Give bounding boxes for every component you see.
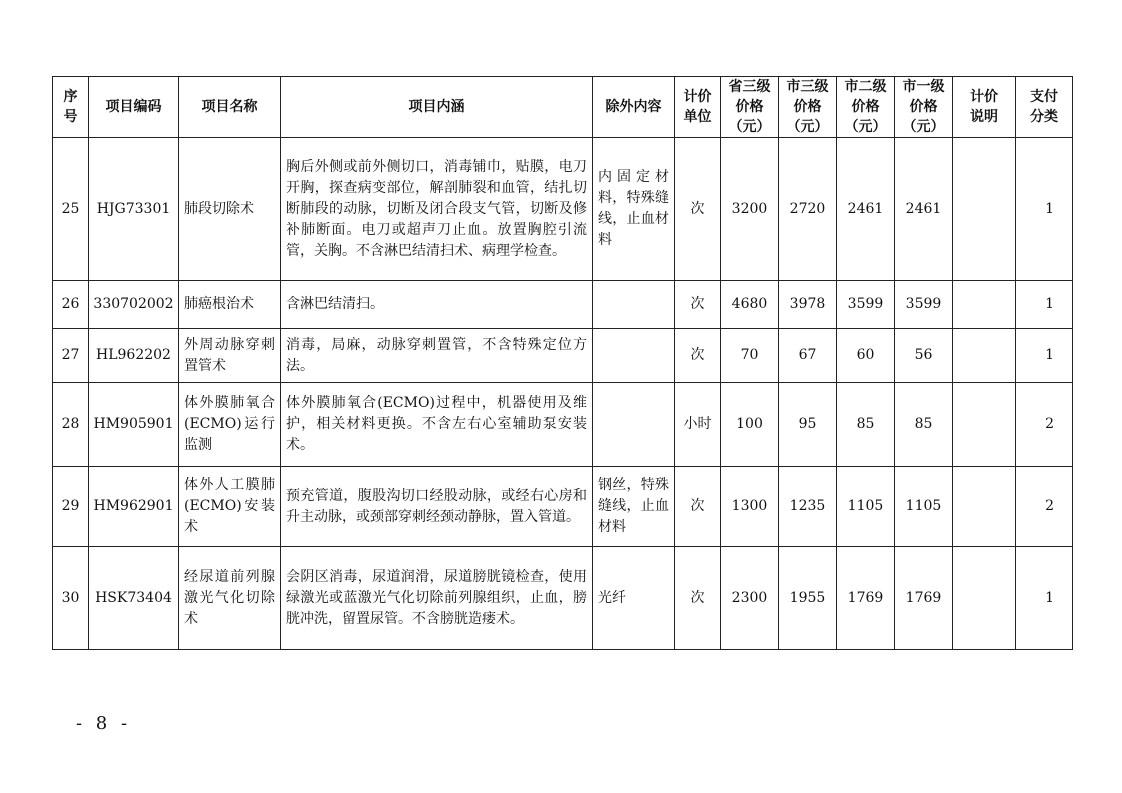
cell-name: 肺段切除术 xyxy=(179,138,281,281)
column-header-line: 号 xyxy=(63,109,78,125)
cell-prov: 1300 xyxy=(721,467,779,547)
cell-prov: 4680 xyxy=(721,281,779,329)
column-header-line: 说明 xyxy=(970,109,998,125)
cell-city3: 2720 xyxy=(779,138,837,281)
cell-pay: 1 xyxy=(1016,329,1073,383)
table-header-row xyxy=(53,77,1073,138)
cell-city2: 60 xyxy=(837,329,895,383)
column-header-line: （元） xyxy=(844,119,887,135)
column-header-line: 项目名称 xyxy=(201,99,258,115)
cell-code: 330702002 xyxy=(89,281,179,329)
cell-city3: 67 xyxy=(779,329,837,383)
cell-city1: 2461 xyxy=(895,138,953,281)
table-row xyxy=(53,383,1073,467)
table-row xyxy=(53,138,1073,281)
cell-seq: 27 xyxy=(53,329,89,383)
cell-city2: 2461 xyxy=(837,138,895,281)
column-header-line: 价格 xyxy=(735,99,764,115)
cell-pay: 2 xyxy=(1016,383,1073,467)
column-header-line: （元） xyxy=(902,119,945,135)
cell-code: HJG73301 xyxy=(89,138,179,281)
cell-note xyxy=(953,281,1016,329)
cell-city3: 3978 xyxy=(779,281,837,329)
cell-pay: 2 xyxy=(1016,467,1073,547)
cell-city1: 85 xyxy=(895,383,953,467)
cell-name: 体外人工膜肺(ECMO)安装术 xyxy=(179,467,281,547)
cell-city2: 3599 xyxy=(837,281,895,329)
column-header-line: 项目内涵 xyxy=(408,99,465,115)
table-row xyxy=(53,547,1073,650)
column-header-line: 计价 xyxy=(683,89,712,105)
cell-content: 胸后外侧或前外侧切口，消毒铺巾，贴膜，电刀开胸，探查病变部位，解剖肺裂和血管，结扎切断肺段的动脉，切断及闭合段支气管，切断及修补肺断面。电刀或超声刀止血。放置胸腔引流管，关胸。不含淋巴结清扫术、病理学检查。 xyxy=(281,138,593,281)
cell-content: 预充管道，腹股沟切口经股动脉，或经右心房和升主动脉，或颈部穿刺经颈动静脉，置入管道。 xyxy=(281,467,593,547)
column-header-line: 支付 xyxy=(1030,89,1058,105)
column-header-line: 除外内容 xyxy=(605,99,662,115)
cell-exclusion: 内固定材料，特殊缝线，止血材料 xyxy=(593,138,675,281)
column-header-line: 省三级 xyxy=(728,79,771,95)
column-header-line: 价格 xyxy=(909,99,938,115)
column-header-line: （元） xyxy=(786,119,829,135)
cell-prov: 2300 xyxy=(721,547,779,650)
column-header-line: 市二级 xyxy=(844,79,887,95)
cell-pay: 1 xyxy=(1016,138,1073,281)
price-table xyxy=(52,76,1073,650)
cell-seq: 28 xyxy=(53,383,89,467)
cell-content: 消毒，局麻，动脉穿刺置管，不含特殊定位方法。 xyxy=(281,329,593,383)
column-header-city3 xyxy=(779,77,837,138)
column-header-exclusion xyxy=(593,77,675,138)
cell-seq: 29 xyxy=(53,467,89,547)
cell-name: 肺癌根治术 xyxy=(179,281,281,329)
column-header-line: 单位 xyxy=(683,109,712,125)
column-header-line: 分类 xyxy=(1030,109,1058,125)
cell-city3: 1235 xyxy=(779,467,837,547)
cell-note xyxy=(953,138,1016,281)
cell-prov: 3200 xyxy=(721,138,779,281)
cell-unit: 小时 xyxy=(675,383,721,467)
column-header-note xyxy=(953,77,1016,138)
cell-city3: 1955 xyxy=(779,547,837,650)
cell-exclusion: 钢丝，特殊缝线，止血材料 xyxy=(593,467,675,547)
column-header-pay xyxy=(1016,77,1073,138)
cell-seq: 30 xyxy=(53,547,89,650)
cell-city2: 1769 xyxy=(837,547,895,650)
cell-code: HL962202 xyxy=(89,329,179,383)
cell-exclusion xyxy=(593,383,675,467)
column-header-city1 xyxy=(895,77,953,138)
cell-note xyxy=(953,467,1016,547)
cell-unit: 次 xyxy=(675,329,721,383)
column-header-line: 价格 xyxy=(793,99,822,115)
cell-content: 会阴区消毒，尿道润滑，尿道膀胱镜检查，使用绿激光或蓝激光气化切除前列腺组织，止血，膀胱冲洗，留置尿管。不含膀胱造瘘术。 xyxy=(281,547,593,650)
column-header-seq xyxy=(53,77,89,138)
cell-prov: 100 xyxy=(721,383,779,467)
column-header-unit xyxy=(675,77,721,138)
cell-pay: 1 xyxy=(1016,547,1073,650)
cell-city1: 1769 xyxy=(895,547,953,650)
cell-content: 含淋巴结清扫。 xyxy=(281,281,593,329)
column-header-line: 计价 xyxy=(970,89,998,105)
cell-note xyxy=(953,547,1016,650)
cell-city1: 56 xyxy=(895,329,953,383)
cell-code: HM962901 xyxy=(89,467,179,547)
cell-city3: 95 xyxy=(779,383,837,467)
column-header-code xyxy=(89,77,179,138)
table-row xyxy=(53,281,1073,329)
column-header-line: 价格 xyxy=(851,99,880,115)
cell-seq: 25 xyxy=(53,138,89,281)
cell-exclusion xyxy=(593,281,675,329)
column-header-line: 项目编码 xyxy=(105,99,162,115)
cell-exclusion xyxy=(593,329,675,383)
cell-content: 体外膜肺氧合(ECMO)过程中，机器使用及维护，相关材料更换。不含左右心室辅助泵安装术。 xyxy=(281,383,593,467)
cell-city2: 85 xyxy=(837,383,895,467)
cell-name: 经尿道前列腺激光气化切除术 xyxy=(179,547,281,650)
column-header-content xyxy=(281,77,593,138)
cell-city1: 3599 xyxy=(895,281,953,329)
table-row xyxy=(53,467,1073,547)
column-header-city2 xyxy=(837,77,895,138)
column-header-line: 市一级 xyxy=(902,79,945,95)
cell-note xyxy=(953,329,1016,383)
cell-exclusion: 光纤 xyxy=(593,547,675,650)
column-header-prov xyxy=(721,77,779,138)
cell-name: 外周动脉穿刺置管术 xyxy=(179,329,281,383)
column-header-line: （元） xyxy=(728,119,771,135)
cell-city1: 1105 xyxy=(895,467,953,547)
cell-prov: 70 xyxy=(721,329,779,383)
cell-unit: 次 xyxy=(675,138,721,281)
column-header-line: 市三级 xyxy=(786,79,829,95)
column-header-name xyxy=(179,77,281,138)
cell-pay: 1 xyxy=(1016,281,1073,329)
cell-code: HSK73404 xyxy=(89,547,179,650)
cell-unit: 次 xyxy=(675,547,721,650)
cell-seq: 26 xyxy=(53,281,89,329)
table-row xyxy=(53,329,1073,383)
cell-note xyxy=(953,383,1016,467)
column-header-line: 序 xyxy=(63,89,78,105)
page-number: - 8 - xyxy=(76,713,132,734)
cell-code: HM905901 xyxy=(89,383,179,467)
cell-unit: 次 xyxy=(675,281,721,329)
cell-city2: 1105 xyxy=(837,467,895,547)
cell-unit: 次 xyxy=(675,467,721,547)
table-body xyxy=(53,138,1073,650)
cell-name: 体外膜肺氧合(ECMO)运行监测 xyxy=(179,383,281,467)
